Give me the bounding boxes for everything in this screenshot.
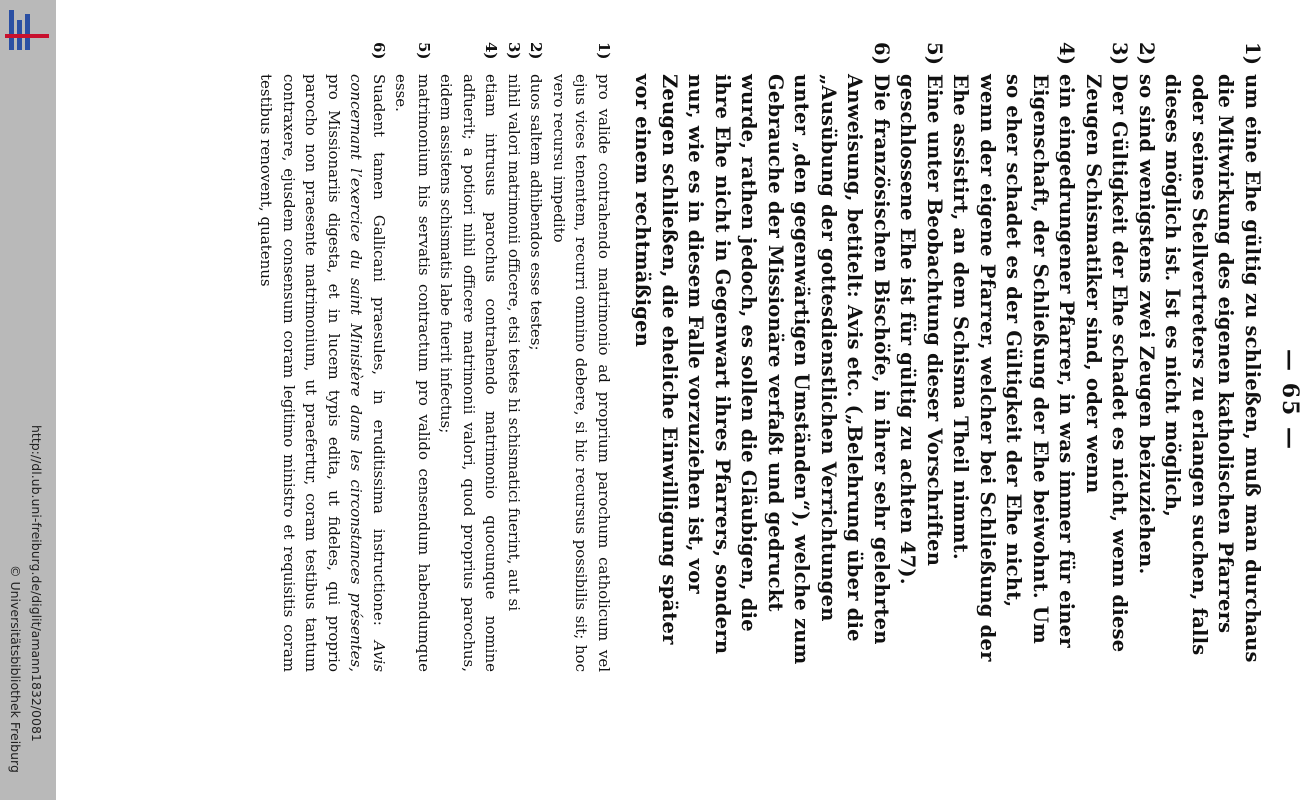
page-content (56, 0, 1313, 800)
page-number: — 65 — (1277, 349, 1303, 451)
scanned-page (56, 0, 1313, 800)
german-item-5: 5) Eine unter Beobachtung dieser Vorschriften geschlossene Ehe ist für gültig zu achten 47). (896, 42, 946, 585)
latin-item-6: 6) Suadent tamen Gallicani praesules, in eruditissima instructione: Avis concernant l’exercice du saint Ministère dans les circonstances présentes, pro Missionariis digesta, et in lucem typis edita, ut fideles, qui proprio parocho non praesente matrimonium, ut praefertur, coram testibus tantum contraxere, ejusdem consensum coram legitimo ministro et requisitis coram testibus renovent, quatenus (257, 42, 388, 672)
latin-italic-title: Avis concernant l’exercice du saint Ministère dans les circonstances présentes, (347, 74, 388, 672)
copyright-notice: © Universitätsbibliothek Freiburg (8, 565, 23, 773)
german-text-block (629, 42, 1265, 672)
german-item-4: 4) ein eingedrungener Pfarrer, in was immer für einer Eigenschaft, der Schließung der Ehe beiwohnt. Um so eher schadet es der Gültigkeit der Ehe nicht, wenn der eigene Pfarrer, welcher bei Schließung der Ehe assistirt, an dem Schisma Theil nimmt. (949, 42, 1079, 662)
latin-item-5: 5) matrimonium his servatis contractum pro valido censendum habendumque esse. (392, 42, 433, 672)
latin-item-2: 2) duos saltem adhibendos esse testes; (527, 42, 546, 351)
german-item-2: 2) so sind wenigstens zwei Zeugen beizuziehen. (1135, 42, 1158, 575)
viewer-sidebar (0, 0, 56, 800)
german-item-3: 3) Der Gültigkeit der Ehe schadet es nicht, wenn diese Zeugen Schismatiker sind, oder wenn (1082, 42, 1132, 653)
latin-item-4: 4) etiam intrusus parochus contrahendo matrimonio quocunque nomine adfuerit; a potiori nihil officere matrimonii valori, quod proprius parochus, eidem assistens schismatis labe fuerit infectus; (437, 42, 501, 672)
latin-item-1: 1) pro valide contrahendo matrimonio ad proprium parochum catholicum vel ejus vices tenentem, recurri omnino debere, si hic recursus possibilis sit; hoc vero recursu impedito (550, 42, 613, 672)
latin-item-3: 3) nihil valori matrimonii officere, etsi testes hi schismatici fuerint, aut si (505, 42, 523, 612)
latin-footnote-block (255, 42, 615, 672)
german-item-1: 1) um eine Ehe gültig zu schließen, muß man durchaus die Mitwirkung des eigenen katholischen Pfarrers oder seines Stellvertreters zu erlangen suchen, falls dieses möglich ist. Ist es nicht möglich, (1161, 42, 1264, 663)
german-item-6: 6) Die französischen Bischöfe, in ihrer sehr gelehrten Anweisung, betitelt: Avis etc. („Belehrung über die „Ausübung der gottesdienstlichen Verrichtungen unter „den gegenwärtigen Umständen“), welche zum Gebrauche der Missionäre verfaßt und gedruckt wurde, rathen jedoch, es sollen die Gläubigen, die ihre Ehe nicht in Gegenwart ihres Pfarrers, sondern nur, wie es in diesem Falle vorzuziehen ist, vor Zeugen schließen, die eheliche Einwilligung später vor einem rechtmäßigen (631, 42, 893, 665)
source-url[interactable]: http://dl.ub.uni-freiburg.de/diglit/amann1832/0081 (29, 425, 44, 742)
